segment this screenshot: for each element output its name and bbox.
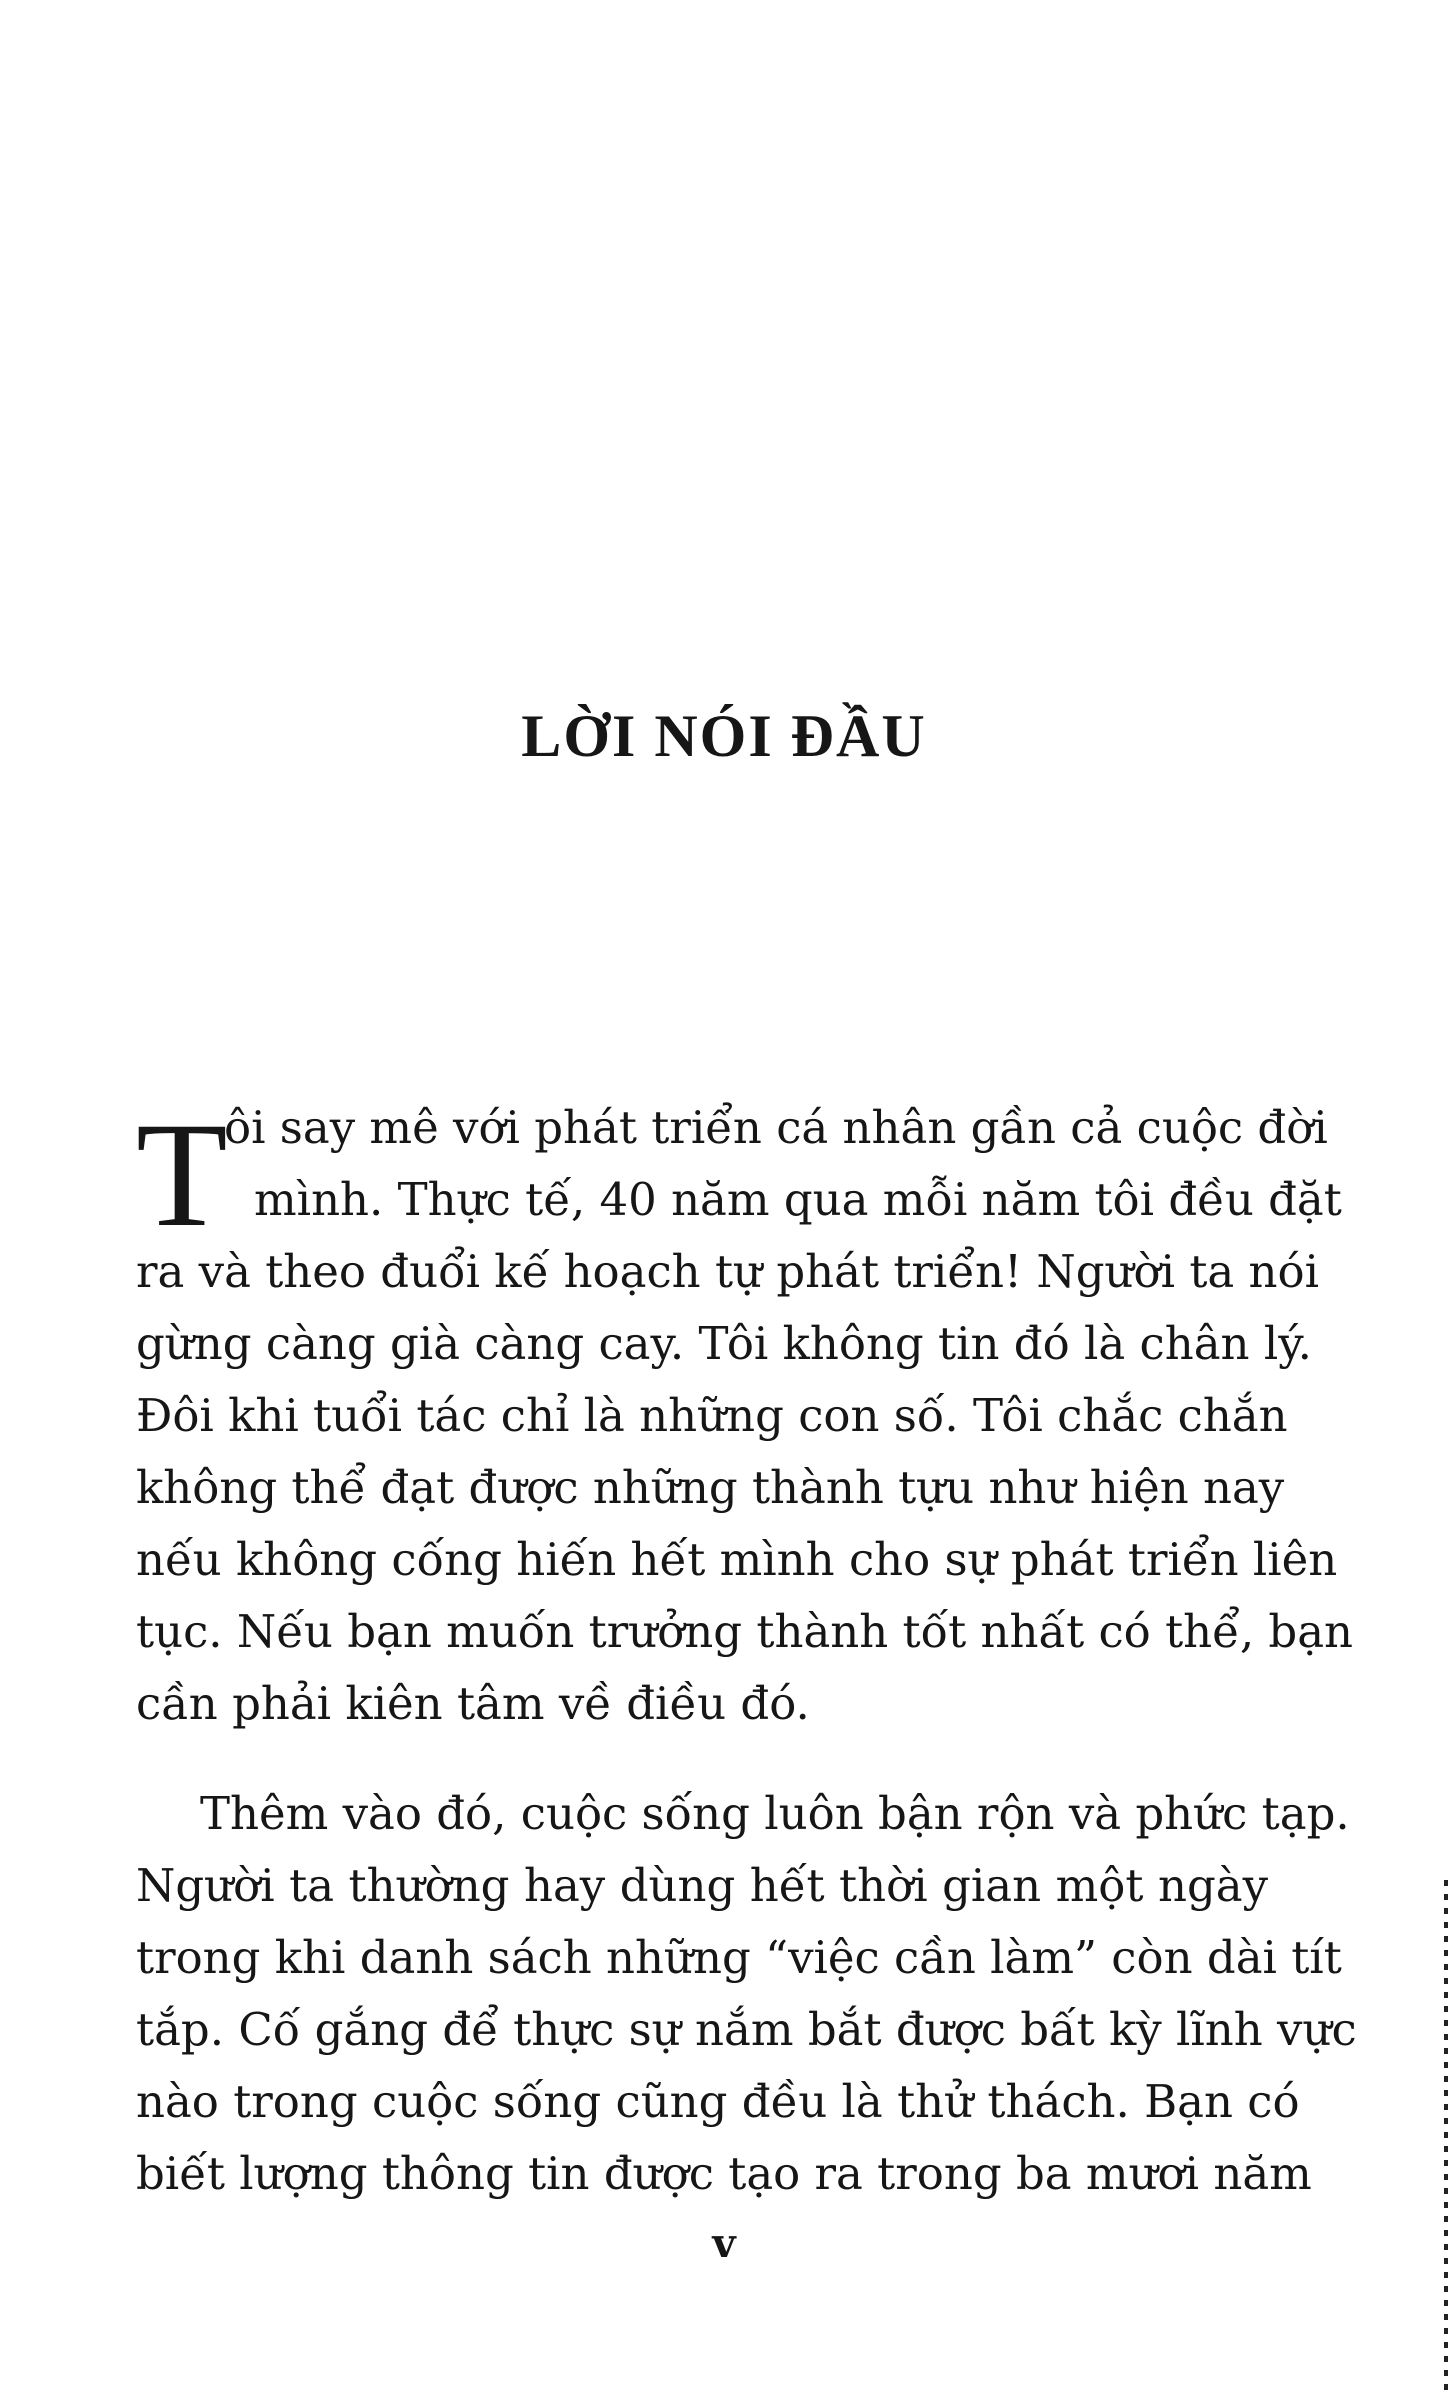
text-line: gừng càng già càng cay. Tôi không tin đó là chân lý.	[136, 1317, 1312, 1370]
text-line: biết lượng thông tin được tạo ra trong ba mươi năm	[136, 2147, 1312, 2200]
text-line: Đôi khi tuổi tác chỉ là những con số. Tôi chắc chắn	[136, 1389, 1288, 1442]
chapter-title: LỜI NÓI ĐẦU	[521, 703, 927, 769]
text-line: cần phải kiên tâm về điều đó.	[136, 1677, 810, 1730]
text-line: nào trong cuộc sống cũng đều là thử thách. Bạn có	[136, 2075, 1300, 2128]
text-line: mình. Thực tế, 40 năm qua mỗi năm tôi đều đặt	[254, 1173, 1342, 1226]
drop-cap: T	[136, 1092, 228, 1258]
paragraph-2	[136, 1778, 1357, 2210]
paragraph-1	[136, 1092, 1354, 1740]
text-line: trong khi danh sách những “việc cần làm” còn dài tít	[136, 1931, 1342, 1984]
text-line: Thêm vào đó, cuộc sống luôn bận rộn và phức tạp.	[200, 1787, 1350, 1840]
text-line: tục. Nếu bạn muốn trưởng thành tốt nhất có thể, bạn	[136, 1605, 1354, 1658]
text-line: tắp. Cố gắng để thực sự nắm bắt được bất kỳ lĩnh vực	[136, 2003, 1357, 2056]
text-line: ôi say mê với phát triển cá nhân gần cả cuộc đời	[224, 1101, 1328, 1154]
page-number: v	[712, 2220, 736, 2267]
text-line: ra và theo đuổi kế hoạch tự phát triển! Người ta nói	[136, 1245, 1320, 1298]
text-line: nếu không cống hiến hết mình cho sự phát triển liên	[136, 1533, 1338, 1586]
text-line: Người ta thường hay dùng hết thời gian một ngày	[136, 1859, 1268, 1912]
page-edge-scan-artifact	[1444, 1880, 1448, 2392]
text-line: không thể đạt được những thành tựu như hiện nay	[136, 1461, 1285, 1514]
